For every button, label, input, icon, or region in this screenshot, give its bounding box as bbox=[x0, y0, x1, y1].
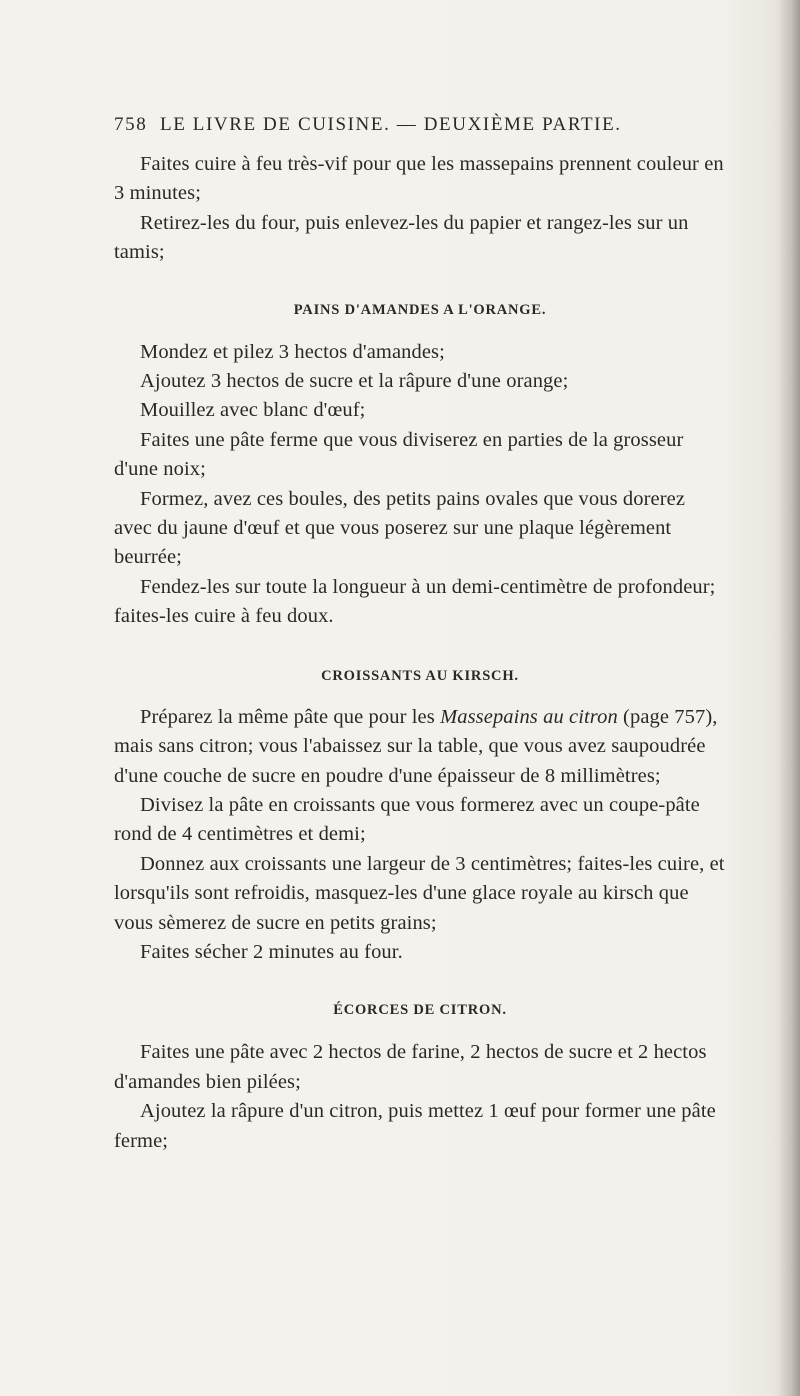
text-run: (page 757), mais sans citron; vous l'abaissez sur la table, que vous avez saupoudrée d'une couche de sucre en poudre d'une épaisseur de 8 millimètres; bbox=[114, 705, 718, 787]
paragraph: Faites une pâte ferme que vous diviserez en parties de la grosseur d'une noix; bbox=[114, 428, 684, 481]
paragraph: Faites une pâte avec 2 hectos de farine, 2 hectos de sucre et 2 hectos d'amandes bien pilées; bbox=[114, 1041, 707, 1093]
section-title: ÉCORCES DE CITRON. bbox=[333, 1002, 507, 1019]
text-run: Préparez la même pâte que pour les bbox=[140, 705, 441, 728]
running-title: LE LIVRE DE CUISINE. — DEUXIÈME PARTIE. bbox=[160, 114, 622, 135]
page-number: 758 bbox=[114, 114, 148, 135]
page-edge-shadow bbox=[778, 0, 800, 1396]
paragraph: Fendez-les sur toute la longueur à un demi-centimètre de profondeur; faites-les cuire à feu doux. bbox=[114, 575, 716, 628]
paragraph: Divisez la pâte en croissants que vous formerez avec un coupe-pâte rond de 4 centimètres et demi; bbox=[114, 793, 700, 846]
paragraph: Mouillez avec blanc d'œuf; bbox=[140, 399, 366, 422]
section-title: PAINS D'AMANDES A L'ORANGE. bbox=[293, 301, 547, 318]
paragraph: Donnez aux croissants une largeur de 3 centimètres; faites-les cuire, et lorsqu'ils sont refroidis, masquez-les d'une glace royale au kirsch que vous sèmerez de sucre en petits grains; bbox=[114, 852, 725, 934]
paragraph: Retirez-les du four, puis enlevez-les du papier et rangez-les sur un tamis; bbox=[114, 211, 689, 264]
page-header bbox=[114, 114, 694, 136]
paragraph: Mondez et pilez 3 hectos d'amandes; bbox=[140, 340, 445, 363]
recipe-reference: Massepains au citron bbox=[440, 705, 618, 728]
paragraph: Faites cuire à feu très-vif pour que les massepains prennent couleur en 3 minutes; bbox=[114, 153, 724, 205]
paragraph: Faites sécher 2 minutes au four. bbox=[140, 940, 403, 963]
paragraph bbox=[114, 703, 726, 791]
section-title: CROISSANTS AU KIRSCH. bbox=[321, 667, 519, 684]
paragraph: Formez, avez ces boules, des petits pains ovales que vous dorerez avec du jaune d'œuf et que vous poserez sur une plaque légèrement beurrée; bbox=[114, 487, 686, 569]
paragraph: Ajoutez la râpure d'un citron, puis mettez 1 œuf pour former une pâte ferme; bbox=[114, 1100, 716, 1152]
paragraph: Ajoutez 3 hectos de sucre et la râpure d'une orange; bbox=[140, 370, 569, 393]
page-body bbox=[114, 150, 726, 1156]
